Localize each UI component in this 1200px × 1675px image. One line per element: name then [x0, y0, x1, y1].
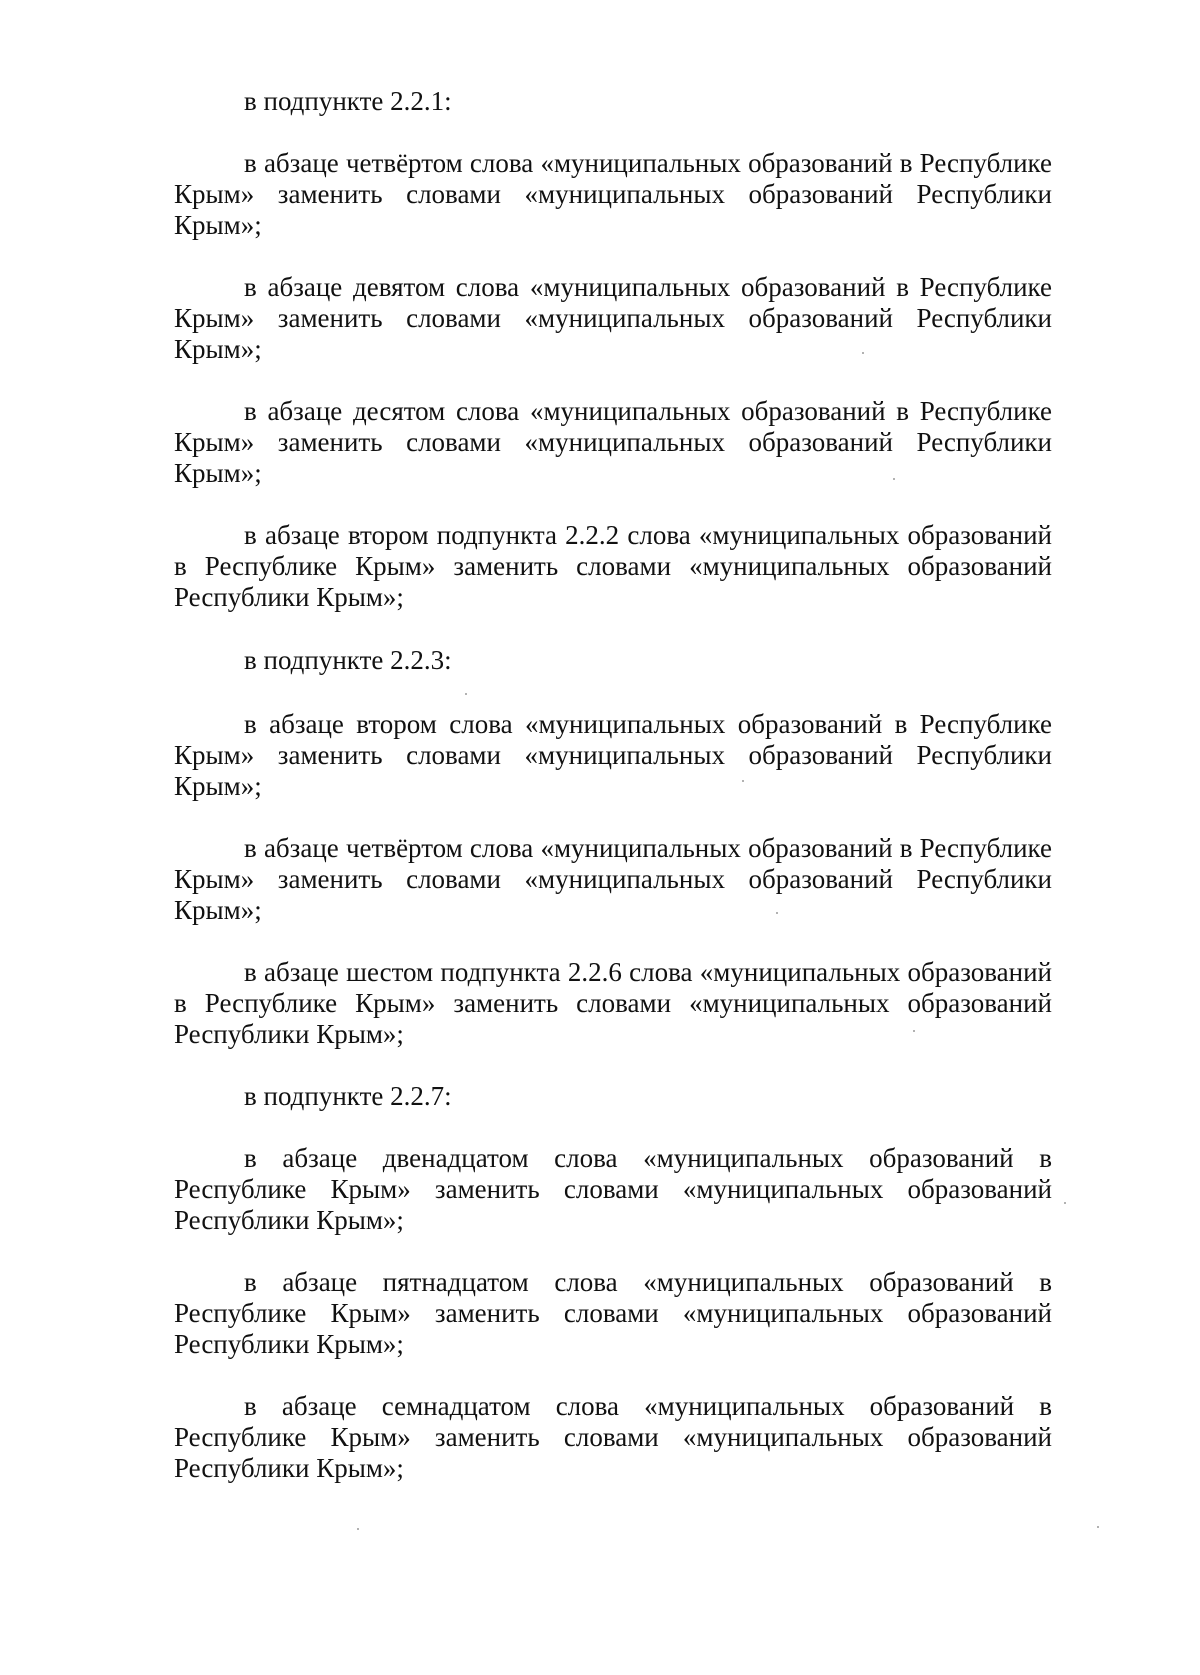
paragraph-amendment: в абзаце четвёртом слова «муниципальных образований в Республике Крым» заменить словами «муниципальных образований Республики Крым»; [174, 833, 1052, 925]
scan-speck [913, 1030, 915, 1032]
paragraph-subpoint-2-2-7: в подпункте 2.2.7: [244, 1081, 452, 1111]
scan-speck [357, 1528, 359, 1530]
paragraph-amendment: в абзаце десятом слова «муниципальных образований в Республике Крым» заменить словами «муниципальных образований Республики Крым»; [174, 396, 1052, 488]
paragraph-amendment: в абзаце втором подпункта 2.2.2 слова «муниципальных образований в Республике Крым» заменить словами «муниципальных образований Республики Крым»; [174, 520, 1052, 612]
paragraph-amendment: в абзаце девятом слова «муниципальных образований в Республике Крым» заменить словами «муниципальных образований Республики Крым»; [174, 272, 1052, 364]
paragraph-amendment: в абзаце двенадцатом слова «муниципальных образований в Республике Крым» заменить словами «муниципальных образований Республики Крым»; [174, 1143, 1052, 1235]
scan-speck [1097, 1526, 1099, 1528]
paragraph-subpoint-2-2-1: в подпункте 2.2.1: [244, 86, 452, 116]
scan-speck [742, 780, 744, 782]
paragraph-amendment: в абзаце шестом подпункта 2.2.6 слова «муниципальных образований в Республике Крым» заменить словами «муниципальных образований Республики Крым»; [174, 957, 1052, 1049]
scan-speck [465, 693, 467, 695]
scan-speck [862, 352, 864, 354]
scan-speck [1064, 1202, 1066, 1204]
scan-speck [893, 478, 895, 480]
paragraph-amendment: в абзаце четвёртом слова «муниципальных образований в Республике Крым» заменить словами «муниципальных образований Республики Крым»; [174, 148, 1052, 240]
scan-speck [776, 912, 778, 914]
paragraph-subpoint-2-2-3: в подпункте 2.2.3: [244, 645, 452, 675]
paragraph-amendment: в абзаце пятнадцатом слова «муниципальных образований в Республике Крым» заменить словами «муниципальных образований Республики Крым»; [174, 1267, 1052, 1359]
paragraph-amendment: в абзаце семнадцатом слова «муниципальных образований в Республике Крым» заменить словами «муниципальных образований Республики Крым»; [174, 1391, 1052, 1483]
paragraph-amendment: в абзаце втором слова «муниципальных образований в Республике Крым» заменить словами «муниципальных образований Республики Крым»; [174, 709, 1052, 801]
